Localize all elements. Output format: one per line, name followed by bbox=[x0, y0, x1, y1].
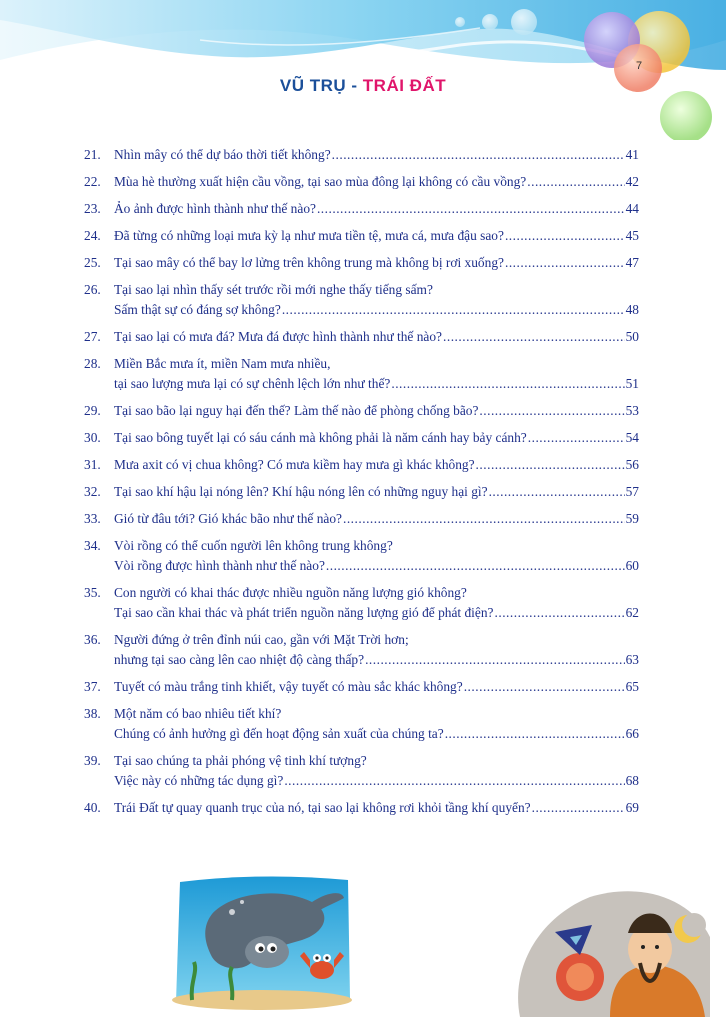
toc-entry-body bbox=[114, 327, 639, 347]
toc-entry-text: Tại sao cần khai thác và phát triển nguồn năng lượng gió để phát điện? bbox=[114, 605, 494, 620]
toc-dot-leader bbox=[476, 455, 625, 475]
toc-entry[interactable] bbox=[84, 751, 639, 791]
toc-page-number: 63 bbox=[625, 652, 639, 667]
toc-dot-leader bbox=[532, 798, 625, 818]
toc-entry-text: nhưng tại sao càng lên cao nhiệt độ càng thấp? bbox=[114, 652, 365, 667]
toc-entry-body bbox=[114, 145, 639, 165]
toc-entry-body bbox=[114, 751, 639, 791]
toc-dot-leader bbox=[528, 428, 625, 448]
toc-entry-number: 26. bbox=[84, 282, 101, 297]
toc-entry-text: Tại sao bông tuyết lại có sáu cánh mà không phải là năm cánh hay bảy cánh? bbox=[114, 430, 527, 445]
toc-entry-last-line bbox=[114, 374, 639, 394]
toc-entry-number: 36. bbox=[84, 632, 101, 647]
toc-page-number: 65 bbox=[625, 679, 639, 694]
toc-page-number: 41 bbox=[625, 147, 639, 162]
wave-banner bbox=[0, 0, 726, 140]
title-part-2: TRÁI ĐẤT bbox=[362, 76, 447, 95]
toc-entry-number: 31. bbox=[84, 457, 101, 472]
toc-entry-body bbox=[114, 428, 639, 448]
toc-entry-line: Miền Bắc mưa ít, miền Nam mưa nhiều, bbox=[114, 356, 331, 371]
toc-entry[interactable] bbox=[84, 482, 639, 502]
toc-entry[interactable] bbox=[84, 226, 639, 246]
toc-entry-body bbox=[114, 509, 639, 529]
toc-entry[interactable] bbox=[84, 704, 639, 744]
toc-dot-leader bbox=[505, 253, 625, 273]
toc-entry-number: 33. bbox=[84, 511, 101, 526]
toc-dot-leader bbox=[332, 145, 625, 165]
toc-entry-number: 34. bbox=[84, 538, 101, 553]
toc-entry-last-line bbox=[114, 145, 639, 165]
toc-entry[interactable] bbox=[84, 354, 639, 394]
toc-entry-line: Vòi rồng có thể cuốn người lên không trung không? bbox=[114, 538, 393, 553]
toc-entry-last-line bbox=[114, 327, 639, 347]
toc-page-number: 57 bbox=[625, 484, 639, 499]
toc-entry-last-line bbox=[114, 677, 639, 697]
toc-entry-text: Đã từng có những loại mưa kỳ lạ như mưa tiền tệ, mưa cá, mưa đậu sao? bbox=[114, 228, 504, 243]
toc-entry-text: tại sao lượng mưa lại có sự chênh lệch lớn như thế? bbox=[114, 376, 391, 391]
toc-entry[interactable] bbox=[84, 199, 639, 219]
toc-dot-leader bbox=[527, 172, 624, 192]
toc-page-number: 45 bbox=[625, 228, 639, 243]
toc-dot-leader bbox=[343, 509, 625, 529]
toc-entry-text: Tại sao lại có mưa đá? Mưa đá được hình thành như thế nào? bbox=[114, 329, 442, 344]
toc-entry-text: Vòi rồng được hình thành như thế nào? bbox=[114, 558, 325, 573]
toc-entry-body bbox=[114, 455, 639, 475]
toc-page-number: 44 bbox=[625, 201, 639, 216]
toc-entry[interactable] bbox=[84, 455, 639, 475]
toc-entry-number: 29. bbox=[84, 403, 101, 418]
toc-entry-number: 30. bbox=[84, 430, 101, 445]
toc-page-number: 50 bbox=[625, 329, 639, 344]
toc-entry-body bbox=[114, 482, 639, 502]
toc-entry[interactable] bbox=[84, 509, 639, 529]
toc-entry-line: Một năm có bao nhiêu tiết khí? bbox=[114, 706, 282, 721]
toc-entry-body bbox=[114, 401, 639, 421]
toc-entry-last-line bbox=[114, 603, 639, 623]
toc-entry-body bbox=[114, 253, 639, 273]
toc-page-number: 56 bbox=[625, 457, 639, 472]
toc-page-number: 68 bbox=[625, 773, 639, 788]
toc-dot-leader bbox=[479, 401, 624, 421]
toc-entry[interactable] bbox=[84, 172, 639, 192]
toc-entry-body bbox=[114, 172, 639, 192]
toc-dot-leader bbox=[495, 603, 625, 623]
toc-entry-last-line bbox=[114, 650, 639, 670]
toc-entry-number: 37. bbox=[84, 679, 101, 694]
toc-dot-leader bbox=[326, 556, 625, 576]
astronomer-illustration bbox=[500, 877, 710, 1017]
toc-entry-last-line bbox=[114, 226, 639, 246]
chapter-title bbox=[0, 76, 726, 96]
toc-entry-line: Con người có khai thác được nhiều nguồn năng lượng gió không? bbox=[114, 585, 467, 600]
toc-entry-last-line bbox=[114, 300, 639, 320]
toc-entry-body bbox=[114, 280, 639, 320]
toc-entry-text: Tại sao khí hậu lại nóng lên? Khí hậu nóng lên có những nguy hại gì? bbox=[114, 484, 488, 499]
toc-entry-number: 21. bbox=[84, 147, 101, 162]
toc-entry[interactable] bbox=[84, 253, 639, 273]
toc-entry-number: 40. bbox=[84, 800, 101, 815]
toc-entry-number: 28. bbox=[84, 356, 101, 371]
toc-entry-line: Tại sao lại nhìn thấy sét trước rồi mới nghe thấy tiếng sấm? bbox=[114, 282, 433, 297]
toc-entry-last-line bbox=[114, 509, 639, 529]
toc-entry[interactable] bbox=[84, 536, 639, 576]
toc-entry-last-line bbox=[114, 556, 639, 576]
toc-page-number: 62 bbox=[625, 605, 639, 620]
page-number: 7 bbox=[635, 60, 643, 72]
toc-entry-last-line bbox=[114, 428, 639, 448]
toc-entry-text: Mùa hè thường xuất hiện cầu vồng, tại sao mùa đông lại không có cầu vồng? bbox=[114, 174, 527, 189]
toc-entry[interactable] bbox=[84, 583, 639, 623]
toc-entry[interactable] bbox=[84, 428, 639, 448]
toc-entry-text: Tại sao mây có thể bay lơ lửng trên không trung mà không bị rơi xuống? bbox=[114, 255, 504, 270]
toc-entry-number: 38. bbox=[84, 706, 101, 721]
toc-entry-number: 35. bbox=[84, 585, 101, 600]
toc-entry-text: Chúng có ảnh hưởng gì đến hoạt động sản xuất của chúng ta? bbox=[114, 726, 444, 741]
toc-entry-line: Tại sao chúng ta phải phóng vệ tinh khí tượng? bbox=[114, 753, 367, 768]
toc-entry-text: Sấm thật sự có đáng sợ không? bbox=[114, 302, 281, 317]
toc-entry-body bbox=[114, 630, 639, 670]
toc-entry-last-line bbox=[114, 253, 639, 273]
toc-dot-leader bbox=[317, 199, 625, 219]
toc-page-number: 53 bbox=[625, 403, 639, 418]
toc-dot-leader bbox=[365, 650, 625, 670]
toc-entry-text: Ảo ảnh được hình thành như thế nào? bbox=[114, 201, 316, 216]
toc-entry-last-line bbox=[114, 798, 639, 818]
toc-page-number: 59 bbox=[625, 511, 639, 526]
toc-entry[interactable] bbox=[84, 280, 639, 320]
toc-entry-body bbox=[114, 199, 639, 219]
toc-dot-leader bbox=[445, 724, 625, 744]
toc-entry-number: 22. bbox=[84, 174, 101, 189]
toc-entry[interactable] bbox=[84, 798, 639, 818]
toc-entry-body bbox=[114, 583, 639, 623]
toc-entry-last-line bbox=[114, 172, 639, 192]
toc-page-number: 69 bbox=[625, 800, 639, 815]
toc-entry-number: 24. bbox=[84, 228, 101, 243]
toc-entry-number: 39. bbox=[84, 753, 101, 768]
toc-entry-number: 23. bbox=[84, 201, 101, 216]
toc-dot-leader bbox=[489, 482, 625, 502]
table-of-contents bbox=[84, 145, 639, 825]
page-header bbox=[0, 0, 726, 140]
toc-entry-text: Nhìn mây có thể dự báo thời tiết không? bbox=[114, 147, 331, 162]
toc-entry[interactable] bbox=[84, 677, 639, 697]
toc-entry-last-line bbox=[114, 199, 639, 219]
toc-entry-text: Tuyết có màu trắng tinh khiết, vậy tuyết có màu sắc khác không? bbox=[114, 679, 463, 694]
toc-entry-body bbox=[114, 798, 639, 818]
toc-entry-body bbox=[114, 226, 639, 246]
toc-dot-leader bbox=[282, 300, 625, 320]
toc-entry-body bbox=[114, 677, 639, 697]
toc-entry-body bbox=[114, 536, 639, 576]
toc-entry-body bbox=[114, 354, 639, 394]
toc-entry-last-line bbox=[114, 771, 639, 791]
toc-dot-leader bbox=[284, 771, 624, 791]
toc-page-number: 48 bbox=[625, 302, 639, 317]
toc-entry-last-line bbox=[114, 482, 639, 502]
toc-page-number: 51 bbox=[625, 376, 639, 391]
toc-dot-leader bbox=[443, 327, 625, 347]
toc-entry[interactable] bbox=[84, 145, 639, 165]
toc-entry-line: Người đứng ở trên đỉnh núi cao, gần với Mặt Trời hơn; bbox=[114, 632, 409, 647]
toc-entry-last-line bbox=[114, 455, 639, 475]
toc-entry-text: Tại sao bão lại nguy hại đến thế? Làm thế nào để phòng chống bão? bbox=[114, 403, 479, 418]
toc-page-number: 47 bbox=[625, 255, 639, 270]
toc-entry[interactable] bbox=[84, 401, 639, 421]
toc-entry[interactable] bbox=[84, 327, 639, 347]
title-part-1: VŨ TRỤ bbox=[279, 76, 347, 95]
toc-entry-body bbox=[114, 704, 639, 744]
toc-entry-last-line bbox=[114, 401, 639, 421]
toc-entry-text: Gió từ đâu tới? Gió khác bão như thế nào? bbox=[114, 511, 342, 526]
toc-entry[interactable] bbox=[84, 630, 639, 670]
toc-entry-number: 27. bbox=[84, 329, 101, 344]
toc-entry-number: 25. bbox=[84, 255, 101, 270]
toc-entry-last-line bbox=[114, 724, 639, 744]
toc-dot-leader bbox=[464, 677, 625, 697]
toc-dot-leader bbox=[391, 374, 624, 394]
toc-entry-text: Mưa axit có vị chua không? Có mưa kiềm hay mưa gì khác không? bbox=[114, 457, 475, 472]
toc-entry-text: Việc này có những tác dụng gì? bbox=[114, 773, 284, 788]
toc-page-number: 54 bbox=[625, 430, 639, 445]
toc-dot-leader bbox=[505, 226, 625, 246]
toc-entry-text: Trái Đất tự quay quanh trục của nó, tại sao lại không rơi khỏi tầng khí quyển? bbox=[114, 800, 531, 815]
toc-entry-number: 32. bbox=[84, 484, 101, 499]
title-separator: - bbox=[351, 76, 358, 95]
toc-page-number: 60 bbox=[625, 558, 639, 573]
toc-page-number: 66 bbox=[625, 726, 639, 741]
toc-page-number: 42 bbox=[625, 174, 639, 189]
seal-crab-illustration bbox=[172, 872, 352, 1012]
